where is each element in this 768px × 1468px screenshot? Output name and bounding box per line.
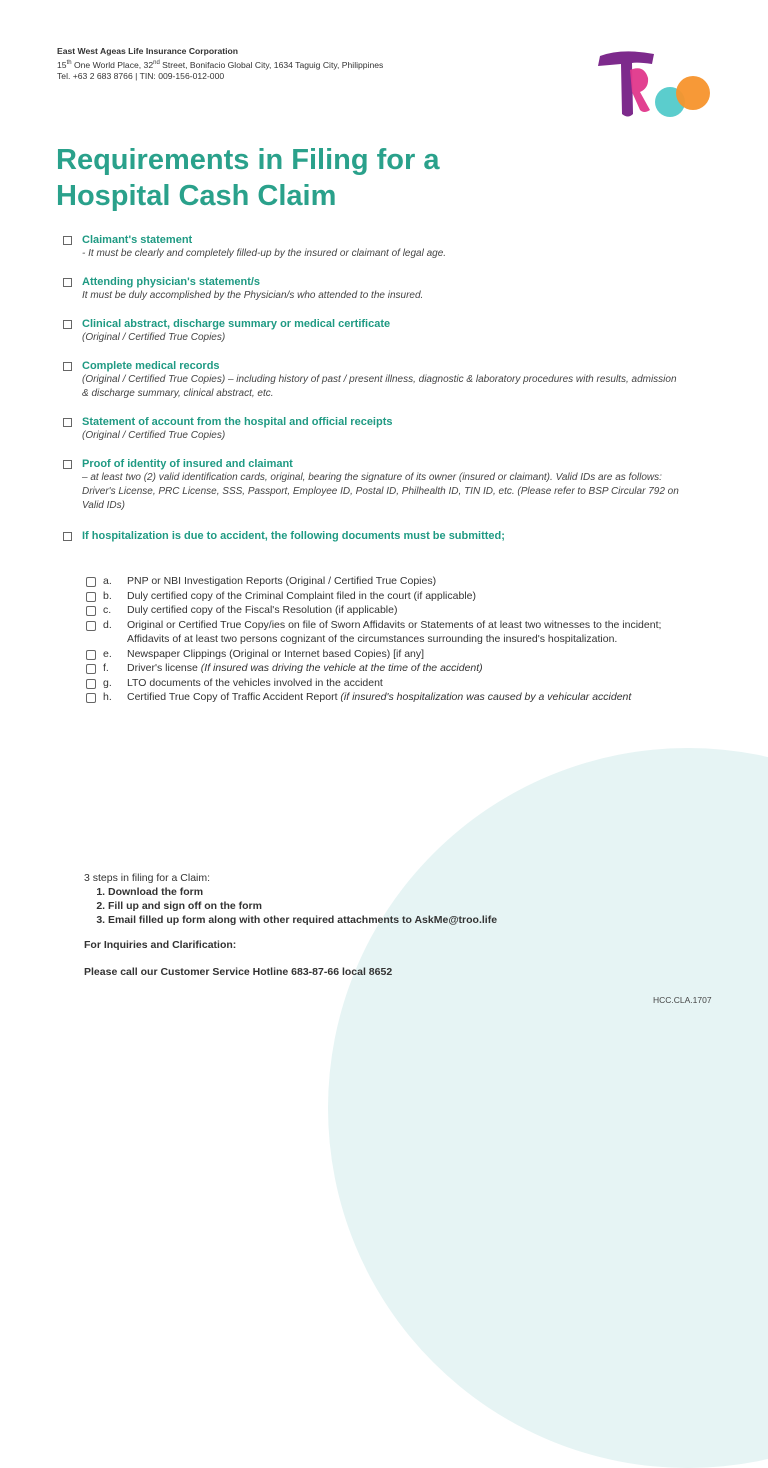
requirement-item (63, 275, 683, 303)
item-text: Newspaper Clippings (Original or Internet based Copies) [if any] (127, 647, 425, 660)
document-checkbox[interactable] (86, 664, 96, 674)
requirement-checkbox[interactable] (63, 278, 72, 287)
document-code: HCC.CLA.1707 (653, 995, 712, 1005)
steps-list (84, 885, 497, 927)
filing-steps (84, 871, 497, 979)
requirement-description: (Original / Certified True Copies) – including history of past / present illness, diagnostic & laboratory procedures with results, admission & discharge summary, clinical abstract, etc. (82, 374, 677, 399)
document-checkbox[interactable] (86, 679, 96, 689)
requirement-checkbox[interactable] (63, 236, 72, 245)
item-letter: h. (103, 691, 112, 703)
requirement-title: Attending physician's statement/s (82, 276, 261, 288)
requirement-title: Statement of account from the hospital and official receipts (82, 416, 393, 428)
item-text: Original or Certified True Copy/ies on file of Sworn Affidavits or Statements of at least two witnesses to the incident; Affidavits of at least two persons cognizant of the circumstances surrounding the insured's hospitalization. (127, 618, 662, 645)
accident-document-item (86, 603, 666, 618)
customer-service-hotline: Please call our Customer Service Hotline 683-87-66 local 8652 (84, 966, 393, 978)
requirement-checkbox[interactable] (63, 320, 72, 329)
item-letter: g. (103, 676, 112, 689)
requirements-list (63, 233, 683, 557)
accident-document-item (86, 574, 666, 589)
steps-heading: 3 steps in filing for a Claim: (84, 872, 211, 884)
requirement-checkbox[interactable] (63, 362, 72, 371)
requirement-item (63, 359, 683, 401)
item-text: Certified True Copy of Traffic Accident Report (127, 691, 341, 703)
accident-document-item (86, 618, 666, 647)
requirement-title: Clinical abstract, discharge summary or medical certificate (82, 318, 391, 330)
requirement-checkbox[interactable] (63, 460, 72, 469)
requirement-description: – at least two (2) valid identification cards, original, bearing the signature of its owner (insured or claimant). Valid IDs are as follows: Driver's License, PRC License, SSS, Passport, Employee ID, Postal ID, Philhealth ID, TIN ID, etc. (Please refer to BSP Circular 792 on Valid IDs) (82, 472, 679, 511)
page-title-line1: Requirements in Filing for a (56, 144, 440, 176)
requirement-description: (Original / Certified True Copies) (82, 332, 226, 343)
document-checkbox[interactable] (86, 606, 96, 616)
page-title-line2: Hospital Cash Claim (56, 180, 337, 212)
item-text: Driver's license (127, 662, 201, 674)
requirement-item (63, 317, 683, 345)
requirement-title: Claimant's statement (82, 234, 193, 246)
inquiries-heading: For Inquiries and Clarification: (84, 939, 237, 951)
item-text: PNP or NBI Investigation Reports (Original / Certified True Copies) (127, 575, 437, 587)
step-item: 3. Email filled up form along with other required attachments to AskMe@troo.life (108, 913, 497, 927)
troo-logo (592, 44, 716, 124)
step-item: 1. Download the form (108, 885, 497, 899)
requirement-title: Complete medical records (82, 360, 220, 372)
document-checkbox[interactable] (86, 650, 96, 660)
accident-document-item (86, 690, 666, 705)
item-letter: c. (103, 604, 112, 616)
requirement-description: It must be duly accomplished by the Physician/s who attended to the insured. (82, 290, 424, 301)
company-header (57, 46, 383, 82)
accident-document-item (86, 676, 666, 691)
accident-title: If hospitalization is due to accident, the following documents must be submitted; (82, 530, 505, 542)
requirement-item (63, 233, 683, 261)
company-name: East West Ageas Life Insurance Corporation (57, 46, 238, 56)
document-checkbox[interactable] (86, 693, 96, 703)
requirement-item (63, 415, 683, 443)
item-text: Duly certified copy of the Criminal Complaint filed in the court (if applicable) (127, 589, 476, 602)
requirement-item (63, 457, 683, 513)
document-checkbox[interactable] (86, 577, 96, 587)
item-letter: f. (103, 662, 109, 674)
accident-document-item (86, 647, 666, 662)
document-checkbox[interactable] (86, 621, 96, 631)
requirement-description: - It must be clearly and completely filled-up by the insured or claimant of legal age. (82, 248, 447, 259)
accident-requirement (63, 529, 683, 543)
company-contact: Tel. +63 2 683 8766 | TIN: 009-156-012-000 (57, 70, 225, 81)
page-title (56, 142, 440, 214)
requirement-title: Proof of identity of insured and claimant (82, 458, 293, 470)
accident-documents-list (86, 574, 666, 705)
item-letter: d. (103, 618, 112, 631)
item-note: (if insured's hospitalization was caused by a vehicular accident (340, 691, 632, 703)
company-address: 15th One World Place, 32nd Street, Bonifacio Global City, 1634 Taguig City, Philippines (57, 59, 384, 70)
accident-document-item (86, 589, 666, 604)
item-letter: e. (103, 647, 112, 660)
item-note: (If insured was driving the vehicle at the time of the accident) (200, 662, 483, 674)
item-text: Duly certified copy of the Fiscal's Resolution (if applicable) (127, 604, 398, 616)
requirement-checkbox[interactable] (63, 418, 72, 427)
step-item: 2. Fill up and sign off on the form (108, 899, 497, 913)
requirement-checkbox[interactable] (63, 532, 72, 541)
accident-document-item (86, 661, 666, 676)
item-letter: b. (103, 589, 112, 602)
document-checkbox[interactable] (86, 592, 96, 602)
requirement-description: (Original / Certified True Copies) (82, 430, 226, 441)
item-letter: a. (103, 575, 112, 587)
item-text: LTO documents of the vehicles involved in the accident (127, 676, 383, 689)
